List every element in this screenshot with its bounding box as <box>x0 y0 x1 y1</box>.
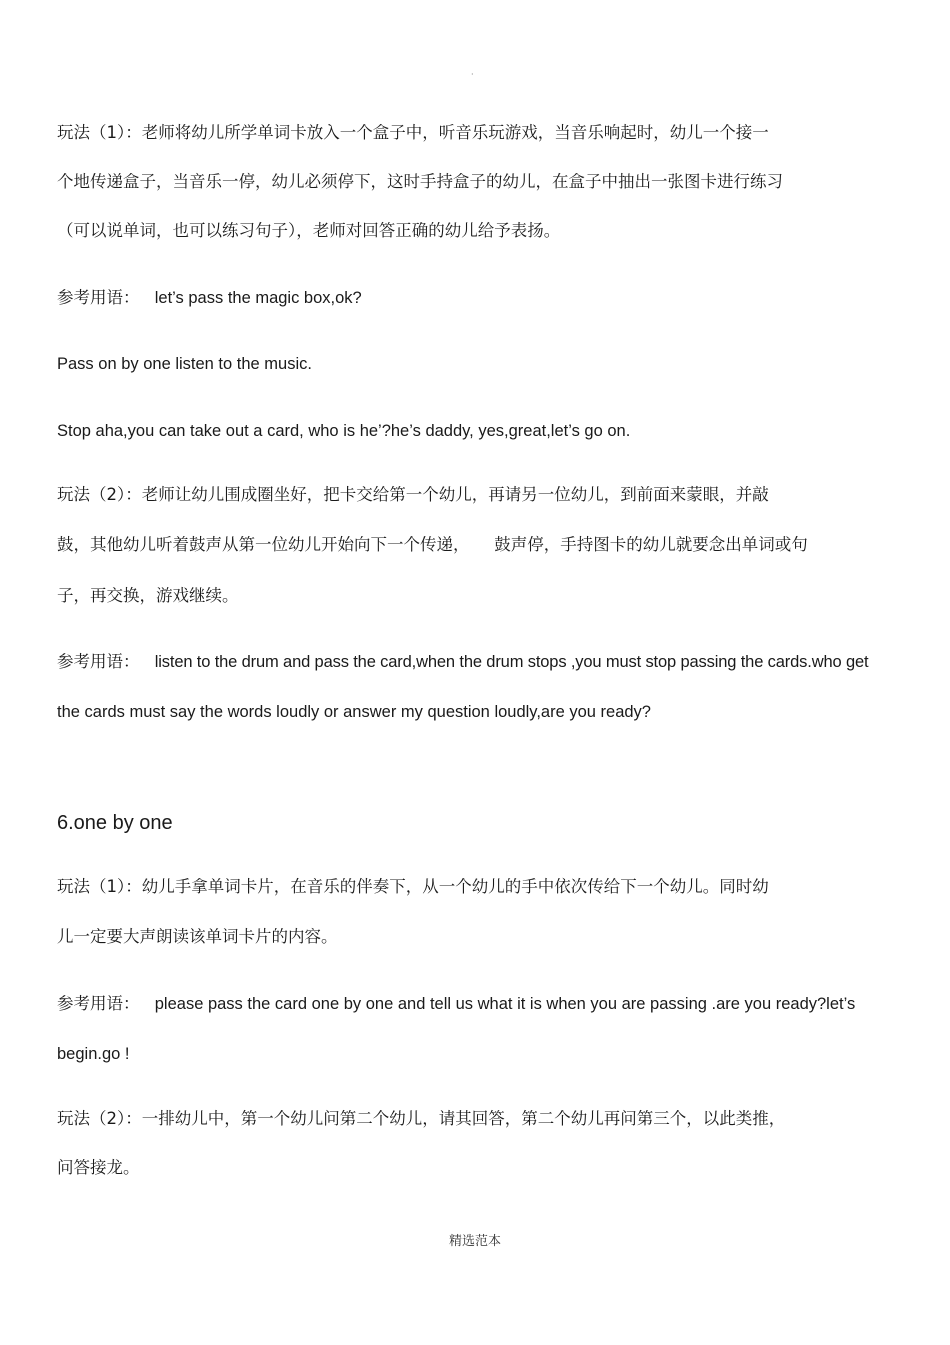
reference-2-line-1 <box>57 651 868 673</box>
reference-2-text: listen to the drum and pass the card,when the drum stops ,you must stop passing the cards.who get <box>154 653 869 671</box>
reference-1-line-2: Pass on by one listen to the music. <box>57 355 312 373</box>
paragraph-4-line-2: 问答接龙。 <box>57 1158 140 1177</box>
paragraph-1-line-2: 个地传递盒子，当音乐一停，幼儿必须停下，这时手持盒子的幼儿，在盒子中抽出一张图卡进行练习 <box>57 172 783 191</box>
reference-1-label: 参考用语： <box>57 288 140 307</box>
header-dot: · <box>471 70 474 79</box>
paragraph-3-line-2: 儿一定要大声朗读该单词卡片的内容。 <box>57 927 338 946</box>
reference-2-line-2: the cards must say the words loudly or answer my question loudly,are you ready? <box>57 703 651 721</box>
paragraph-4-line-1: 玩法（2）：一排幼儿中，第一个幼儿问第二个幼儿，请其回答，第二个幼儿再问第三个，以此类推， <box>57 1109 786 1128</box>
reference-3-text: please pass the card one by one and tell us what it is when you are passing .are you ready?let’s <box>154 995 856 1013</box>
reference-3-line-1 <box>57 993 855 1015</box>
reference-3-line-2: begin.go ! <box>57 1045 130 1063</box>
paragraph-3-line-1: 玩法（1）：幼儿手拿单词卡片，在音乐的伴奏下，从一个幼儿的手中依次传给下一个幼儿。同时幼 <box>57 877 769 896</box>
page-footer: 精选范本 <box>448 1234 501 1249</box>
paragraph-2-line-1: 玩法（2）：老师让幼儿围成圈坐好，把卡交给第一个幼儿，再请另一位幼儿，到前面来蒙眼，并敲 <box>57 485 769 504</box>
reference-1-text: let’s pass the magic box,ok? <box>154 289 362 307</box>
paragraph-1-line-1: 玩法（1）：老师将幼儿所学单词卡放入一个盒子中，听音乐玩游戏，当音乐响起时，幼儿一个接一 <box>57 123 769 142</box>
paragraph-2-line-3: 子，再交换，游戏继续。 <box>57 586 239 605</box>
reference-1-line-1 <box>57 287 362 309</box>
section-title: 6.one by one <box>57 812 173 834</box>
reference-2-label: 参考用语： <box>57 652 140 671</box>
reference-3-label: 参考用语： <box>57 994 140 1013</box>
paragraph-1-line-3: （可以说单词，也可以练习句子），老师对回答正确的幼儿给予表扬。 <box>57 221 561 240</box>
paragraph-2-line-2: 鼓，其他幼儿听着鼓声从第一位幼儿开始向下一个传递， 鼓声停，手持图卡的幼儿就要念出单词或句 <box>57 535 808 554</box>
reference-1-line-3: Stop aha,you can take out a card, who is he’?he’s daddy, yes,great,let’s go on. <box>57 422 631 440</box>
